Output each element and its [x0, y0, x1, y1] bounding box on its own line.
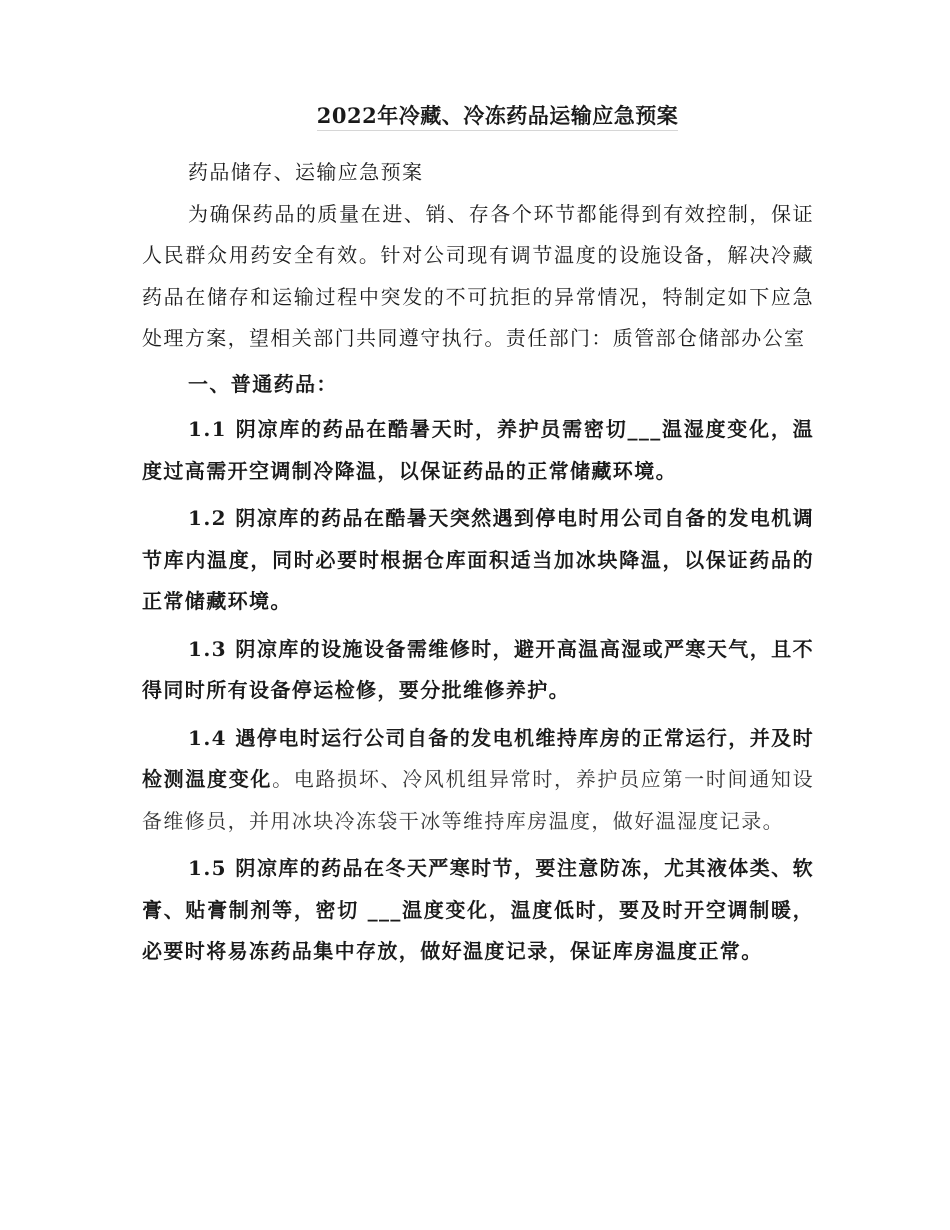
- item-1-3: 1.3 阴凉库的设施设备需维修时，避开高温高湿或严寒天气，且不得同时所有设备停运检修，要分批维修养护。: [142, 636, 814, 702]
- item-1-4-normal-text: 。电路损坏、冷风机组异常时，养护员应第一时间通知设备维修员，并用冰块冷冻袋干冰等维持库房温度，做好温湿度记录。: [142, 767, 814, 833]
- subtitle-paragraph: 药品储存、运输应急预案: [188, 160, 424, 184]
- intro-paragraph: 为确保药品的质量在进、销、存各个环节都能得到有效控制，保证人民群众用药安全有效。针对公司现有调节温度的设施设备，解决冷藏药品在储存和运输过程中突发的不可抗拒的异常情况，特制定如下应急处理方案，望相关部门共同遵守执行。责任部门：质管部仓储部办公室: [142, 201, 814, 350]
- item-1-4: [142, 718, 814, 843]
- item-1-4-bold-text: 1.4 遇停电时运行公司自备的发电机维持库房的正常运行，并及时检测温度变化: [142, 725, 814, 791]
- document-title: [0, 100, 950, 130]
- item-1-1: 1.1 阴凉库的药品在酷暑天时，养护员需密切___温湿度变化，温度过高需开空调制冷降温，以保证药品的正常储藏环境。: [142, 417, 814, 483]
- item-1-2: 1.2 阴凉库的药品在酷暑天突然遇到停电时用公司自备的发电机调节库内温度，同时必要时根据仓库面积适当加冰块降温，以保证药品的正常储藏环境。: [142, 506, 814, 613]
- document-title-text: 2022年冷藏、冷冻药品运输应急预案: [317, 103, 678, 131]
- item-1-5: 1.5 阴凉库的药品在冬天严寒时节，要注意防冻，尤其液体类、软膏、贴膏制剂等，密切 ___温度变化，温度低时，要及时开空调制暖，必要时将易冻药品集中存放，做好温度记录，保证库房温度正常。: [142, 856, 814, 963]
- section-1-heading: 一、普通药品：: [188, 371, 338, 396]
- document-body: [142, 152, 814, 973]
